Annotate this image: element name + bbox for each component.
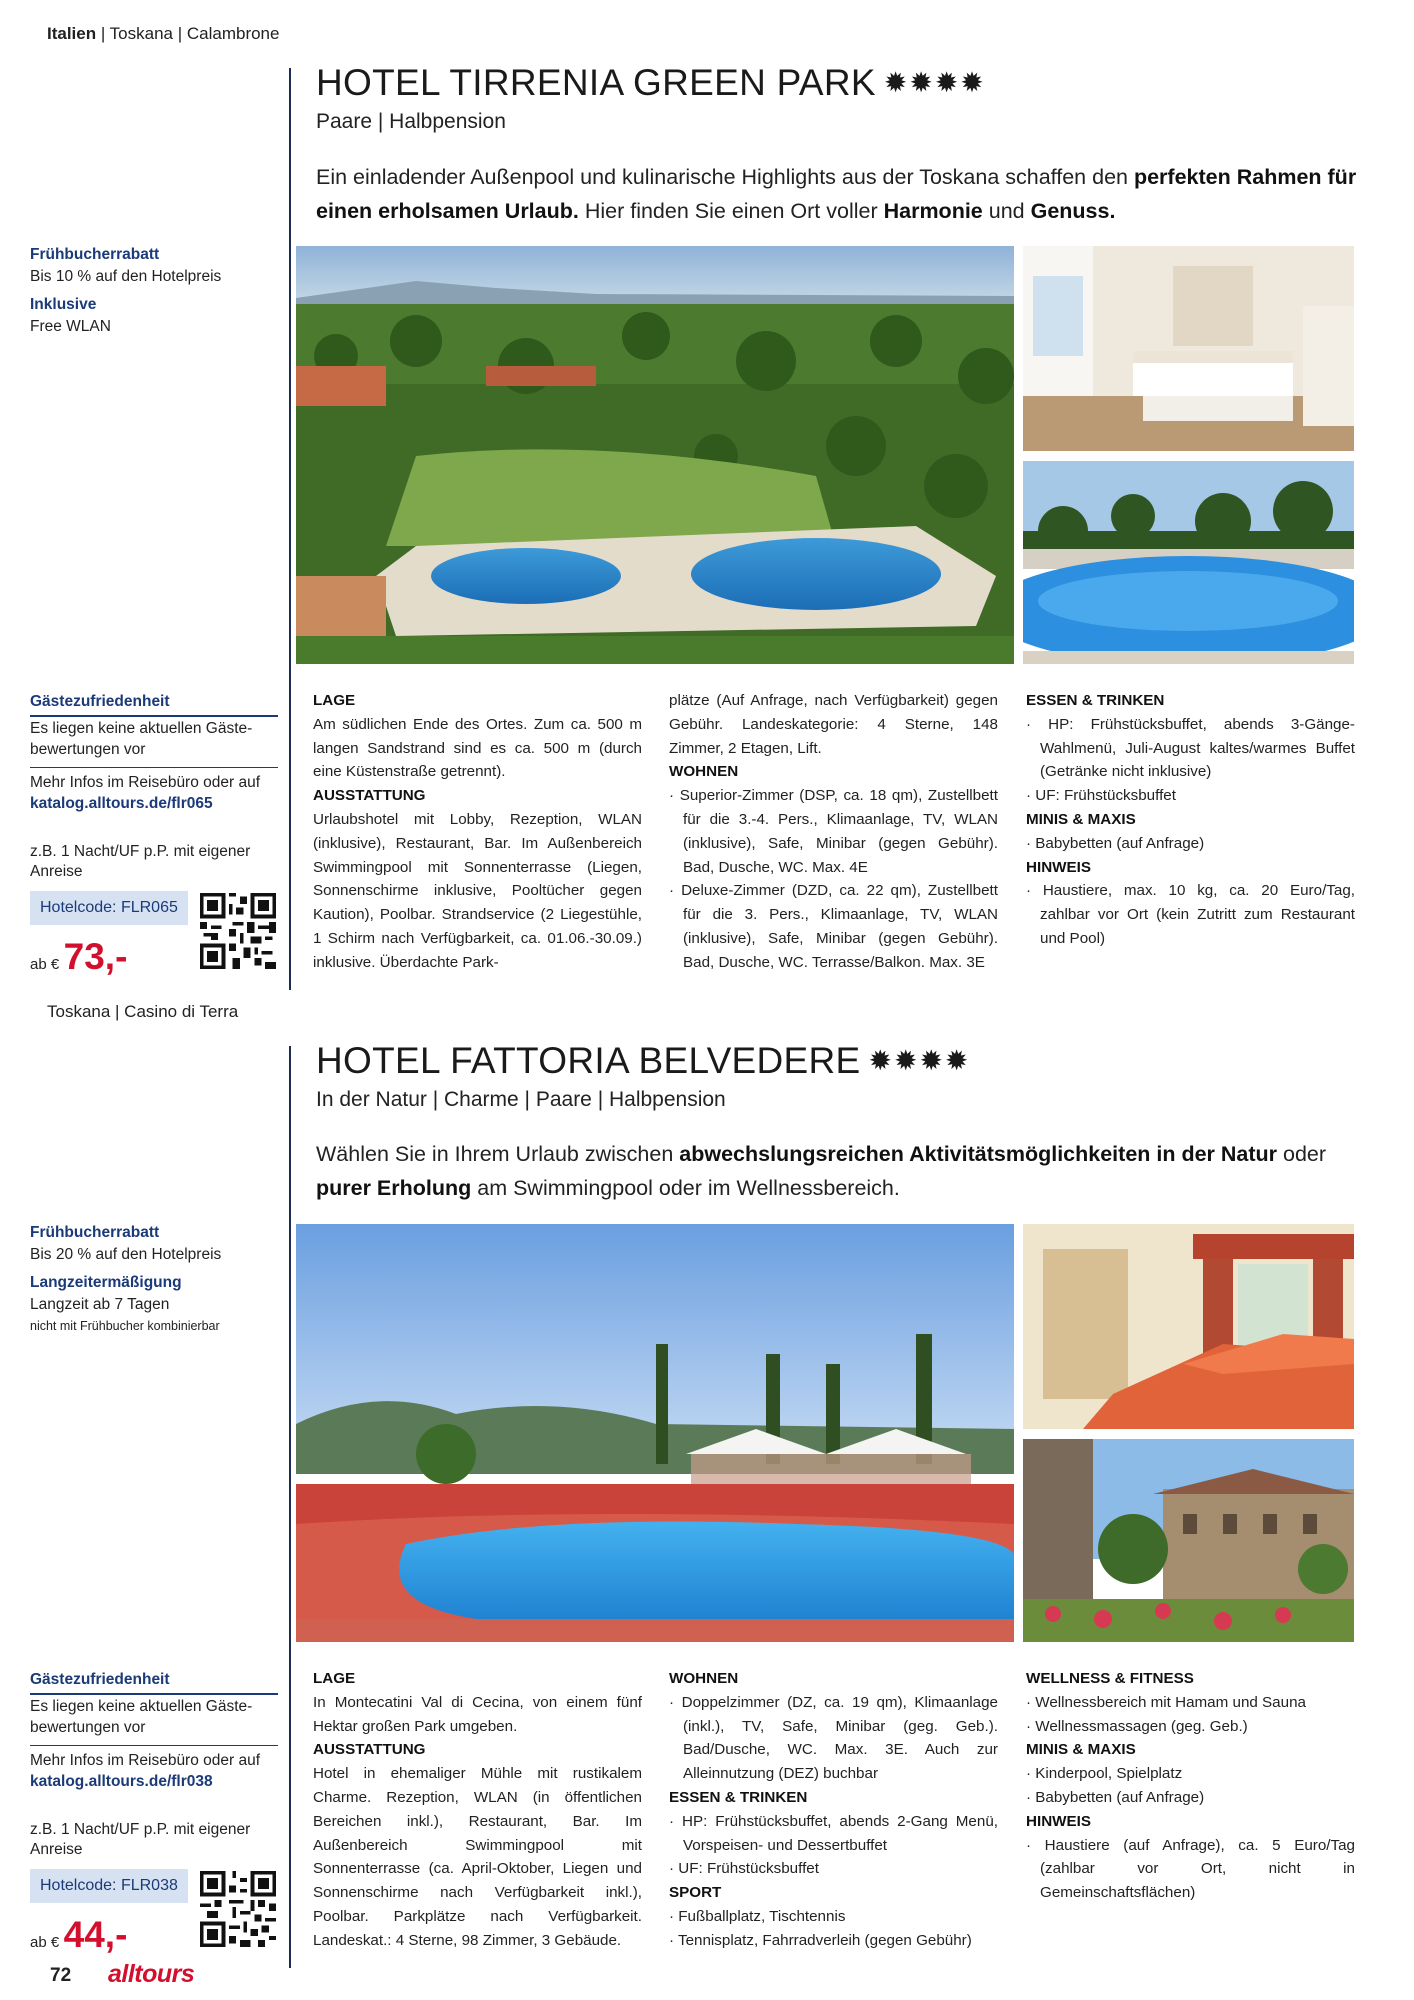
section-heading: WOHNEN <box>669 1670 739 1687</box>
list-item: · UF: Frühstücksbuffet <box>1026 787 1176 805</box>
hotel-intro <box>316 1137 1366 1205</box>
breadcrumb-hotel1: Italien | Toskana | Calambrone <box>47 24 280 43</box>
hotel-exterior-photo <box>1023 1439 1354 1642</box>
divider <box>30 1693 278 1695</box>
intro-text-segment: Ein einladender Außenpool und kulinarische Highlights aus der Toskana schaffen den <box>316 165 1134 189</box>
qr-code-icon[interactable] <box>200 1871 276 1947</box>
section-heading: LAGE <box>313 1670 356 1687</box>
hotel-subtitle: In der Natur | Charme | Paare | Halbpension <box>316 1088 726 1111</box>
hotel-title: HOTEL TIRRENIA GREEN PARK ✹✹✹✹ <box>316 62 986 103</box>
list-item: · Superior-Zimmer (DSP, ca. 18 qm), Zustellbett für die 3.-4. Pers., Klimaanlage, TV, WLAN (inklusive), Safe, Minibar (gegen Gebühr). Bad, Dusche, WC. Max. 4E <box>669 787 998 876</box>
intro-text-segment: oder <box>1277 1142 1327 1166</box>
list-item: · Wellnessmassagen (geg. Geb.) <box>1026 1717 1248 1735</box>
rating-heading: Gästezufriedenheit <box>30 693 170 710</box>
intro-text-segment: purer Erholung <box>316 1176 472 1200</box>
hotel-aerial-photo <box>296 246 1014 664</box>
page-number: 72 <box>50 1965 72 1986</box>
offer-text: Langzeit ab 7 Tagen <box>30 1296 170 1313</box>
hotelcode-badge: Hotelcode: FLR065 <box>30 891 188 925</box>
paragraph: plätze (Auf Anfrage, nach Verfügbarkeit) gegen Gebühr. Landeskategorie: 4 Sterne, 148 Zimmer, 2 Etagen, Lift. <box>669 692 998 757</box>
info-text: Mehr Infos im Reisebüro oder auf <box>30 1752 261 1769</box>
price-display: ab € 73,- <box>30 936 128 977</box>
divider <box>30 1745 278 1746</box>
price-note: Anreise <box>30 1841 83 1858</box>
offer-text: Bis 20 % auf den Hotelpreis <box>30 1246 222 1263</box>
description-column <box>313 1667 642 1953</box>
star-rating-icon: ✹✹✹✹ <box>883 67 986 98</box>
list-item: · Tennisplatz, Fahrradverleih (gegen Gebühr) <box>669 1931 972 1949</box>
description-column <box>1026 1667 1355 1905</box>
paragraph: Am südlichen Ende des Ortes. Zum ca. 500 m langen Sandstrand sind es ca. 500 m (durch eine Küstenstraße getrennt). <box>313 715 642 781</box>
list-item: · Wellnessbereich mit Hamam und Sauna <box>1026 1693 1306 1711</box>
section-divider-line <box>289 1046 291 1968</box>
brand-logo: alltours <box>108 1960 195 1988</box>
price-note: Anreise <box>30 863 83 880</box>
description-column <box>669 1667 998 1953</box>
intro-text-segment: Hier finden Sie einen Ort voller <box>578 199 884 223</box>
section-heading: MINIS & MAXIS <box>1026 810 1136 828</box>
list-item: · Kinderpool, Spielplatz <box>1026 1765 1183 1783</box>
section-heading: LAGE <box>313 692 356 709</box>
paragraph: Hotel in ehemaliger Mühle mit rustikalem Charme. Rezeption, WLAN (in öffentlichen Bereichen inkl.), Restaurant, Bar. Im Außenbereich Swimmingpool mit Sonnenterrasse (ca. April-Oktober, Liegen und Sonnenschirme nach Verfügbarkeit inkl.), Poolbar. Parkplätze nach Verfügbarkeit. Landeskat.: 4 Sterne, 98 Zimmer, 3 Gebäude. <box>313 1765 642 1949</box>
offer-heading: Inklusive <box>30 296 97 313</box>
intro-text-segment: und <box>982 199 1031 223</box>
paragraph: In Montecatini Val di Cecina, von einem fünf Hektar großen Park umgeben. <box>313 1693 642 1735</box>
section-divider-line <box>289 68 291 990</box>
description-column <box>313 689 642 975</box>
offer-text: Bis 10 % auf den Hotelpreis <box>30 268 222 285</box>
section-heading: AUSSTATTUNG <box>313 1741 426 1759</box>
hotel-room-photo <box>1023 246 1354 451</box>
rating-heading: Gästezufriedenheit <box>30 1671 170 1688</box>
intro-text-segment: abwechslungsreichen Aktivitätsmöglichkeiten in der Natur <box>679 1142 1278 1166</box>
price-note: z.B. 1 Nacht/UF p.P. mit eigener <box>30 1821 251 1838</box>
hotel-room-photo <box>1023 1224 1354 1429</box>
section-heading: ESSEN & TRINKEN <box>1026 692 1165 709</box>
rating-text: bewertungen vor <box>30 741 146 758</box>
info-link[interactable]: katalog.alltours.de/flr038 <box>30 1773 213 1790</box>
hotel-title: HOTEL FATTORIA BELVEDERE ✹✹✹✹ <box>316 1040 971 1081</box>
intro-text-segment: am Swimmingpool oder im Wellnessbereich. <box>471 1176 900 1200</box>
list-item: · HP: Frühstücksbuffet, abends 3-Gänge-Wahlmenü, Juli-August kaltes/warmes Buffet (Getränke nicht inklusive) <box>1026 715 1355 781</box>
intro-text-segment: perfekten Rahmen für einen erholsamen Urlaub. <box>316 165 1357 223</box>
section-heading: MINIS & MAXIS <box>1026 1741 1136 1759</box>
paragraph: Urlaubshotel mit Lobby, Rezeption, WLAN (inklusive), Restaurant, Bar. Im Außenbereich Swimmingpool mit Sonnenterrasse (Liegen, Sonnenschirme inklusive, Pooltücher gegen Kaution), Poolbar. Strandservice (2 Liegestühle, 1 Schirm nach Verfügbarkeit, ca. 01.06.-30.09.) inklusive. Überdachte Park- <box>313 810 642 971</box>
offer-heading: Frühbucherrabatt <box>30 1224 160 1241</box>
section-heading: SPORT <box>669 1884 722 1902</box>
list-item: · Haustiere, max. 10 kg, ca. 20 Euro/Tag, zahlbar vor Ort (kein Zutritt zum Restaurant und Pool) <box>1026 882 1355 947</box>
section-heading: ESSEN & TRINKEN <box>669 1788 808 1806</box>
breadcrumb-hotel2: Toskana | Casino di Terra <box>47 1002 239 1021</box>
divider <box>30 715 278 717</box>
list-item: · Babybetten (auf Anfrage) <box>1026 834 1205 852</box>
info-text: Mehr Infos im Reisebüro oder auf <box>30 774 261 791</box>
rating-text: Es liegen keine aktuellen Gäste- <box>30 1698 253 1715</box>
price-display: ab € 44,- <box>30 1914 128 1955</box>
qr-code-icon[interactable] <box>200 893 276 969</box>
price-note: z.B. 1 Nacht/UF p.P. mit eigener <box>30 843 251 860</box>
section-heading: HINWEIS <box>1026 1812 1091 1830</box>
info-link[interactable]: katalog.alltours.de/flr065 <box>30 795 213 812</box>
offer-heading: Frühbucherrabatt <box>30 246 160 263</box>
intro-text-segment: Harmonie <box>883 199 983 223</box>
offer-note: nicht mit Frühbucher kombinierbar <box>30 1319 220 1333</box>
offer-heading: Langzeitermäßigung <box>30 1274 182 1291</box>
hotel-subtitle: Paare | Halbpension <box>316 110 506 133</box>
section-heading: AUSSTATTUNG <box>313 787 426 805</box>
list-item: · Doppelzimmer (DZ, ca. 19 qm), Klimaanlage (inkl.), TV, Safe, Minibar (geg. Geb.). Bad/Dusche, WC. Max. 3E. Auch zur Alleinnutzung (DEZ) buchbar <box>669 1693 998 1783</box>
intro-text-segment: Genuss. <box>1030 199 1116 223</box>
section-heading: WOHNEN <box>669 763 739 781</box>
description-column <box>669 689 998 975</box>
offer-text: Free WLAN <box>30 318 111 335</box>
hotel-pool-photo <box>296 1224 1014 1642</box>
hotel-intro <box>316 160 1366 228</box>
hotel-pool-photo <box>1023 461 1354 664</box>
rating-text: bewertungen vor <box>30 1719 146 1736</box>
rating-text: Es liegen keine aktuellen Gäste- <box>30 720 253 737</box>
section-heading: WELLNESS & FITNESS <box>1026 1670 1194 1687</box>
hotelcode-badge: Hotelcode: FLR038 <box>30 1869 188 1903</box>
list-item: · Fußballplatz, Tischtennis <box>669 1907 846 1925</box>
divider <box>30 767 278 768</box>
list-item: · Babybetten (auf Anfrage) <box>1026 1788 1205 1806</box>
list-item: · Deluxe-Zimmer (DZD, ca. 22 qm), Zustellbett für die 3. Pers., Klimaanlage, TV, WLAN (inklusive), Safe, Minibar (gegen Gebühr). Bad, Dusche, WC. Terrasse/Balkon. Max. 3E <box>669 882 998 971</box>
star-rating-icon: ✹✹✹✹ <box>868 1045 971 1076</box>
list-item: · UF: Frühstücksbuffet <box>669 1860 819 1878</box>
description-column <box>1026 689 1355 951</box>
list-item: · HP: Frühstücksbuffet, abends 2-Gang Menü, Vorspeisen- und Dessertbuffet <box>669 1812 998 1854</box>
list-item: · Haustiere (auf Anfrage), ca. 5 Euro/Tag (zahlbar vor Ort, nicht in Gemeinschaftsflächen) <box>1026 1836 1355 1902</box>
intro-text-segment: Wählen Sie in Ihrem Urlaub zwischen <box>316 1142 680 1166</box>
section-heading: HINWEIS <box>1026 858 1091 876</box>
